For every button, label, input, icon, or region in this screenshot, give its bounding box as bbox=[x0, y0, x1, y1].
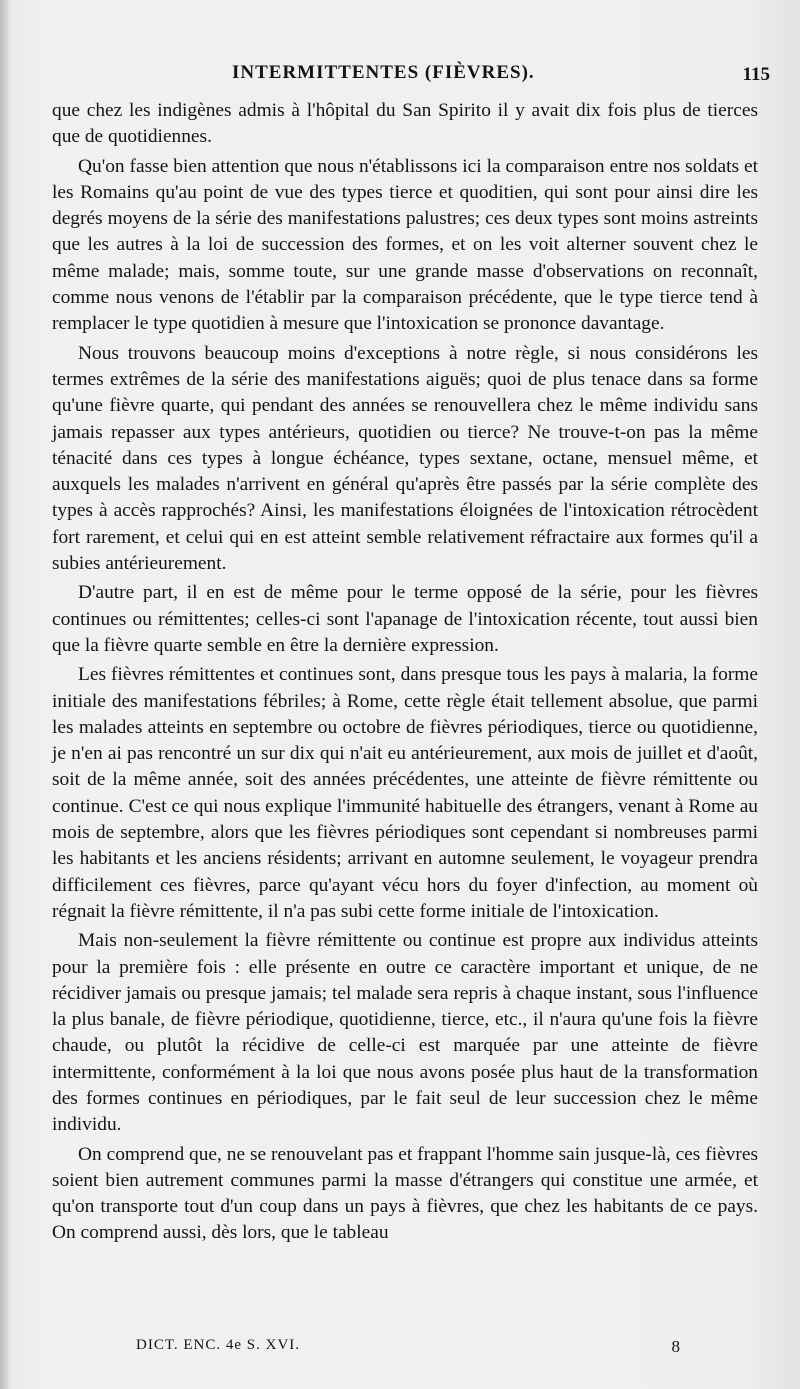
body-text bbox=[52, 98, 758, 1250]
running-title: INTERMITTENTES (FIÈVRES). bbox=[232, 62, 535, 83]
paragraph: que chez les indigènes admis à l'hôpital du San Spirito il y avait dix fois plus de tierces que de quotidiennes. bbox=[52, 100, 758, 148]
page-footer bbox=[80, 1337, 680, 1361]
page-header bbox=[52, 60, 770, 88]
paragraph: Qu'on fasse bien attention que nous n'établissons ici la comparaison entre nos soldats et les Romains qu'au point de vue des types tierce et quoditien, qui sont pour ainsi dire les degrés moyens de la série des manifestations palustres; ces deux types sont moins astreints que les autres à la loi de succession des formes, et on les voit alterner souvent chez le même malade; mais, somme toute, sur une grande masse d'observations on reconnaît, comme nous venons de l'établir par la comparaison précédente, que le type tierce tend à remplacer le type quotidien à mesure que l'intoxication se prononce davantage. bbox=[52, 155, 758, 335]
signature-mark: 8 bbox=[671, 1337, 680, 1356]
page-edge-shadow bbox=[0, 0, 10, 1389]
paragraph: Nous trouvons beaucoup moins d'exceptions à notre règle, si nous considérons les termes extrêmes de la série des manifestations aiguës; quoi de plus tenace dans sa forme qu'une fièvre quarte, qui pendant des années se renouvellera chez le même individu sans jamais repasser aux types antérieurs, quotidien ou tierce? Ne trouve-t-on pas la même ténacité dans ces types à longue échéance, types sextane, octane, mensuel même, et auxquels les malades n'arrivent en général qu'après être passés par la série complète des types à accès rapprochés? Ainsi, les manifestations éloignées de l'intoxication rétrocèdent fort rarement, et celui qui en est atteint semble relativement réfractaire aux formes qu'il a subies antérieurement. bbox=[52, 342, 758, 575]
paragraph: On comprend que, ne se renouvelant pas et frappant l'homme sain jusque-là, ces fièvres soient bien autrement communes parmi la masse d'étrangers qui constitue une armée, et qu'on transporte tout d'un coup dans un pays à fièvres, que chez les habitants de ce pays. On comprend aussi, dès lors, que le tableau bbox=[52, 1143, 758, 1244]
page-number: 115 bbox=[742, 64, 770, 85]
printer-signature: DICT. ENC. 4e S. XVI. bbox=[136, 1337, 301, 1353]
paragraph: D'autre part, il en est de même pour le terme opposé de la série, pour les fièvres continues ou rémittentes; celles-ci sont l'apanage de l'intoxication récente, tout aussi bien que la fièvre quarte semble en être la dernière expression. bbox=[52, 582, 758, 656]
paragraph: Les fièvres rémittentes et continues sont, dans presque tous les pays à malaria, la forme initiale des manifestations fébriles; à Rome, cette règle était tellement absolue, que parmi les malades atteints en septembre ou octobre de fièvres périodiques, tierce ou quotidienne, je n'en ai pas rencontré un sur dix qui n'ait eu antérieurement, aux mois de juillet et d'août, soit de la même année, soit des années précédentes, une atteinte de fièvre rémittente ou continue. C'est ce qui nous explique l'immunité habituelle des étrangers, venant à Rome au mois de septembre, alors que les fièvres périodiques sont cependant si nombreuses parmi les habitants et les anciens résidents; arrivant en automne seulement, le voyageur prendra difficilement ces fièvres, parce qu'ayant vécu hors du foyer d'infection, au moment où régnait la fièvre rémittente, il n'a pas subi cette forme initiale de l'intoxication. bbox=[52, 664, 758, 922]
paragraph: Mais non-seulement la fièvre rémittente ou continue est propre aux individus atteints pour la première fois : elle présente en outre ce caractère important et unique, de ne récidiver jamais ou presque jamais; tel malade sera repris à chaque instant, sous l'influence la plus banale, de fièvre périodique, quotidienne, tierce, etc., il n'aura qu'une fois la fièvre chaude, ou plutôt la récidive de celle-ci est marquée par une atteinte de fièvre intermittente, conformément à la loi que nous avons posée plus haut de la transformation des formes continues en périodiques, par le fait seul de leur succession chez le même individu. bbox=[52, 930, 758, 1136]
